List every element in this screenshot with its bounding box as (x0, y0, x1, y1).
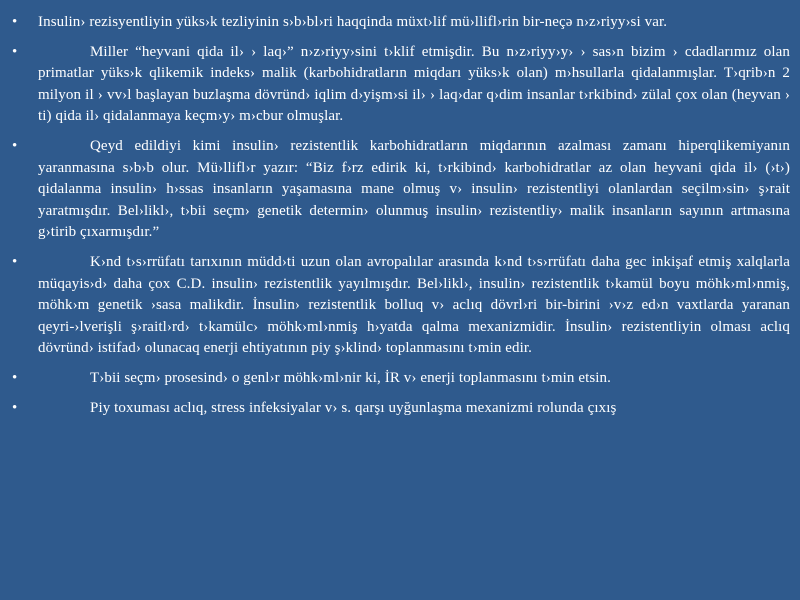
bullet-icon: • (12, 43, 18, 60)
bullet-text: Piy toxuması aclıq, stress infeksiyalar v› s. qarşı uyğunlaşma mexanizmi rolunda çıxış (90, 399, 617, 416)
bullet-icon: • (12, 137, 18, 154)
bullet-text: Insulin› rezisyentliyin yüks›k tezliyinin s›b›bl›ri haqqinda müxt›lif mü›llifl›rin bir-neçə n›z›riyy›si var. (38, 14, 668, 30)
bullet-item-2 (10, 42, 790, 128)
bullet-icon: • (12, 14, 18, 30)
bullet-text: Qeyd edildiyi kimi insulin› rezistentlik karbohidratların miqdarının azalması zamanı hiperqlikemiyanın yaranmasına s›b›b olur. Mü›llifl›r yazır: “Biz f›rz edirik ki, t›rkibind› karbohidratlar az olan heyvani qida il› (›t›) qidalanma insulin› h›ssas insanların yaşamasına mane olmuş v› insulin› rezistentliyi olanlardan seçilm›sin› ş›rait yaratmışdır. Bel›likl›, t›bii seçm› genetik determin› olunmuş insulin› rezistentliy› malik insanların sayının artmasına g›tirib çıxarmışdır.” (38, 137, 790, 241)
bullet-text: T›bii seçm› prosesind› o genl›r möhk›ml›nir ki, İR v› enerji toplanmasını t›min etsin. (90, 369, 611, 386)
bullet-item-1 (10, 12, 790, 34)
bullet-icon: • (12, 399, 18, 416)
bullet-text: K›nd t›s›rrüfatı tarıxının müdd›ti uzun olan avropalılar arasında k›nd t›s›rrüfatı daha gec inkişaf etmiş xalqlarla müqayis›d› daha çox C.D. insulin› rezistentlik yayılmışdır. Bel›likl›, insulin› rezistentlik t›kamül boyu möhk›ml›nmiş, möhk›m genetik ›sasa malikdir. İnsulin› rezistentlik bolluq v› aclıq dövrl›ri bir-birini ›v›z ed›n vaxtlarda yaranan qeyri-›lverişli ş›raitl›rd› t›kamülc› möhk›ml›nmiş h›yatda qalma mexanizmidir. İnsulin› rezistentliyin olması aclıq dövründ› istifad› olunacaq enerji ehtiyatının piy ş›klind› toplanmasını t›min edir. (38, 253, 790, 357)
bullet-item-5 (10, 368, 790, 390)
bullet-icon: • (12, 253, 18, 270)
bullet-text: Miller “heyvani qida il› › laq›” n›z›riyy›sini t›klif etmişdir. Bu n›z›riyy›y› › sas›n bizim › cdadlarımız olan primatlar yüks›k qlikemik indeks› malik (karbohidratların miqdarı yüks›k olan) m›hsullarla qidalanmışlar. T›qrib›n 2 milyon il › vv›l başlayan buzlaşma dövründ› iqlim d›yişm›si il› › laq›dar q›dim insanlar t›rkibind› zülal çox olan (heyvan › ti) qida il› qidalanmaya keçm›y› m›cbur olmuşlar. (38, 43, 790, 125)
bullet-icon: • (12, 369, 18, 386)
bullet-list (10, 12, 790, 419)
bullet-item-3 (10, 136, 790, 244)
bullet-item-6 (10, 398, 790, 420)
bullet-item-4 (10, 252, 790, 360)
